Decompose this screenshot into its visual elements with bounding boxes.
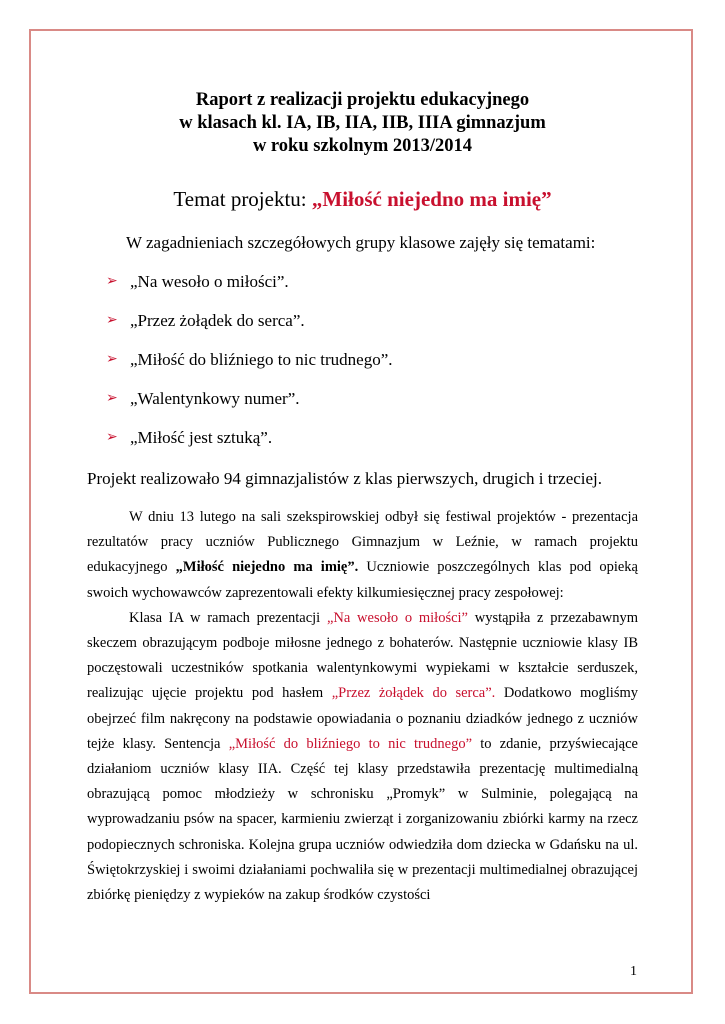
- summary-text: Projekt realizowało 94 gimnazjalistów z klas pierwszych, drugich i trzeciej.: [87, 469, 603, 488]
- project-name-bold: „Miłość niejedno ma imię”.: [175, 559, 359, 576]
- report-body: [87, 505, 638, 908]
- intro-text: W zagadnieniach szczegółowych grupy klasowe zajęły się tematami:: [126, 233, 596, 252]
- list-item: ➢ „Na wesoło o miłości”.: [106, 272, 289, 291]
- arrow-right-icon: ➢: [106, 352, 118, 367]
- quote-topic-1: „Na wesoło o miłości”: [326, 609, 468, 626]
- quote-topic-2: „Przez żołądek do serca”.: [331, 685, 496, 702]
- topic-value: „Miłość niejedno ma imię”: [311, 187, 552, 211]
- topic-list: [106, 272, 393, 467]
- title-line-1: Raport z realizacji projektu edukacyjnego: [195, 90, 530, 110]
- report-title: [0, 89, 725, 158]
- list-item: ➢ „Miłość jest sztuką”.: [106, 428, 273, 447]
- arrow-right-icon: ➢: [106, 313, 118, 328]
- arrow-right-icon: ➢: [106, 430, 118, 445]
- list-item: ➢ „Miłość do bliźniego to nic trudnego”.: [106, 350, 393, 369]
- arrow-right-icon: ➢: [106, 391, 118, 406]
- quote-topic-3: „Miłość do bliźniego to nic trudnego”: [228, 735, 473, 752]
- list-item: ➢ „Przez żołądek do serca”.: [106, 311, 305, 330]
- topic-label: Temat projektu:: [173, 187, 312, 211]
- paragraph-classes: Klasa IA w ramach prezentacji „Na wesoło o miłości” wystąpiła z przezabawnym skeczem obrazującym podboje miłosne jednego z bohaterów. Następnie uczniowie klasy IB poczęstowali uczestników spotkania walentynkowymi wypiekami w kształcie serduszek, realizując ujęcie projektu pod hasłem „Przez żołądek do serca”. Dodatkowo mogliśmy obejrzeć film nakręcony na podstawie opowiadania o poznaniu dziadków jednego z uczniów tejże klasy. Sentencja „Miłość do bliźniego to nic trudnego” to zdanie, przyświecające działaniom uczniów klasy IIA. Część tej klasy przedstawiła prezentację multimedialną obrazującą pomoc młodzieży w schronisku „Promyk” w Sulminie, polegającą na wyprowadzaniu psów na spacer, karmieniu zwierząt i zorganizowaniu zbiórki karmy na rzecz podopiecznych schroniska. Kolejna grupa uczniów odwiedziła dom dziecka w Gdańsku na ul. Świętokrzyskiej i swoimi działaniami pochwaliła się w prezentacji multimedialnej obrazującej zbiórkę pieniędzy z wypieków na zakup środków czystości: [87, 609, 638, 904]
- list-item: ➢ „Walentynkowy numer”.: [106, 389, 300, 408]
- project-topic: [0, 186, 725, 212]
- paragraph-festival: W dniu 13 lutego na sali szekspirowskiej odbył się festiwal projektów - prezentacja rezultatów pracy uczniów Publicznego Gimnazjum w Leźnie, w ramach projektu edukacyjnego „Miłość niejedno ma imię”. Uczniowie poszczególnych klas pod opieką swoich wychowawców zaprezentowali efekty kilkumiesięcznej pracy zespołowej:: [87, 509, 638, 601]
- title-line-3: w roku szkolnym 2013/2014: [252, 136, 473, 156]
- arrow-right-icon: ➢: [106, 274, 118, 289]
- title-line-2: w klasach kl. IA, IB, IIA, IIB, IIIA gimnazjum: [179, 113, 546, 133]
- page-number: 1: [630, 964, 637, 979]
